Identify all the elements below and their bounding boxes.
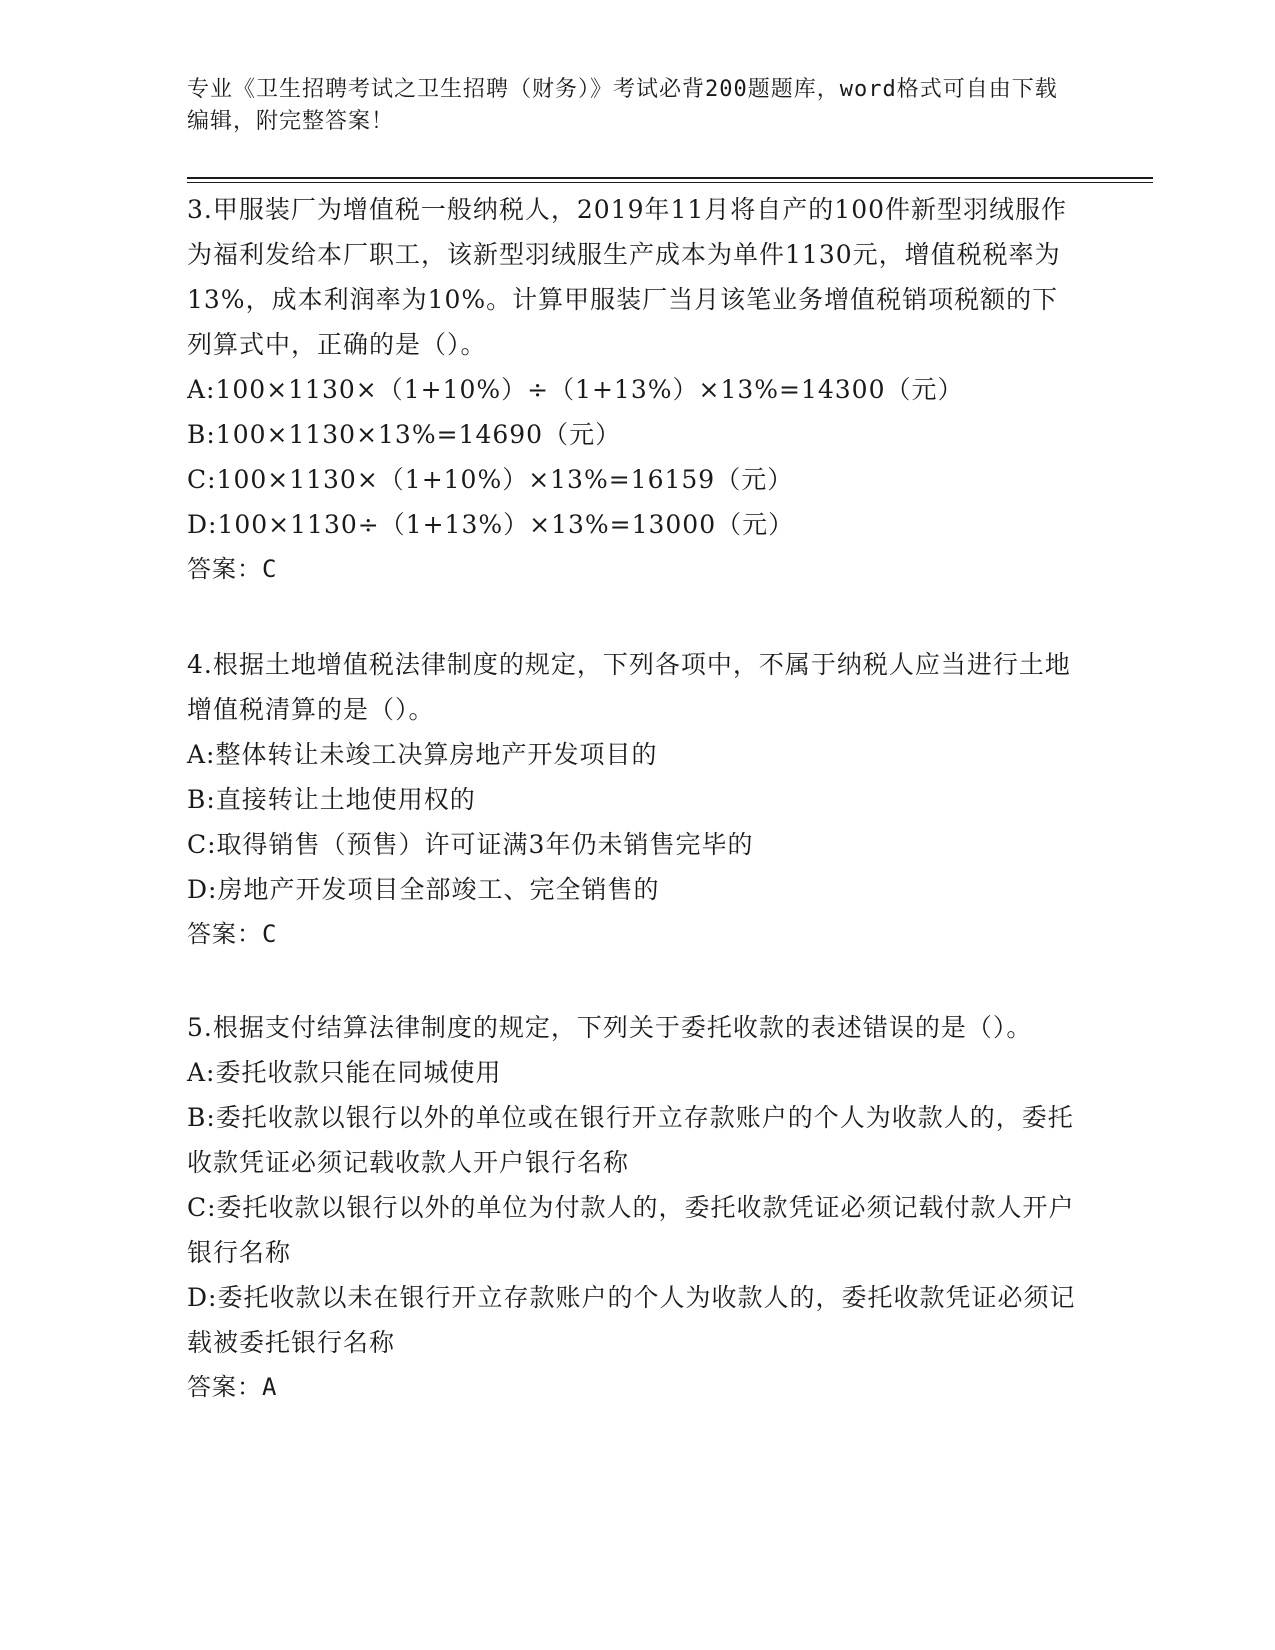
option-a: A:100×1130×（1+10%）÷（1+13%）×13%=14300（元） xyxy=(187,375,964,404)
option-c: C:取得销售（预售）许可证满3年仍未销售完毕的 xyxy=(187,830,754,859)
option-b: B:委托收款以银行以外的单位或在银行开立存款账户的个人为收款人的，委托收款凭证必须记载收款人开户银行名称 xyxy=(187,1103,1074,1177)
question-5 xyxy=(187,1005,1077,1410)
answer-line: 答案：C xyxy=(187,920,278,948)
option-c: C:委托收款以银行以外的单位为付款人的，委托收款凭证必须记载付款人开户银行名称 xyxy=(187,1193,1075,1267)
header-divider xyxy=(187,177,1153,179)
option-b: B:100×1130×13%=14690（元） xyxy=(187,420,622,449)
option-c: C:100×1130×（1+10%）×13%=16159（元） xyxy=(187,465,794,494)
header-divider-thin xyxy=(187,182,1153,183)
answer-line: 答案：C xyxy=(187,555,278,583)
question-4 xyxy=(187,642,1077,957)
question-stem: 4.根据土地增值税法律制度的规定，下列各项中，不属于纳税人应当进行土地增值税清算的是（）。 xyxy=(187,650,1071,724)
option-d: D:100×1130÷（1+13%）×13%=13000（元） xyxy=(187,510,795,539)
option-a: A:委托收款只能在同城使用 xyxy=(187,1058,502,1087)
option-d: D:委托收款以未在银行开立存款账户的个人为收款人的，委托收款凭证必须记载被委托银行名称 xyxy=(187,1283,1076,1357)
answer-line: 答案：A xyxy=(187,1373,278,1401)
document-header: 专业《卫生招聘考试之卫生招聘（财务）》考试必背200题题库，word格式可自由下载编辑，附完整答案！ xyxy=(187,77,1058,134)
question-3 xyxy=(187,187,1077,592)
question-stem: 5.根据支付结算法律制度的规定，下列关于委托收款的表述错误的是（）。 xyxy=(187,1013,1033,1042)
question-stem: 3.甲服装厂为增值税一般纳税人，2019年11月将自产的100件新型羽绒服作为福利发给本厂职工，该新型羽绒服生产成本为单件1130元，增值税税率为13%，成本利润率为10%。计算甲服装厂当月该笔业务增值税销项税额的下列算式中，正确的是（）。 xyxy=(187,195,1068,359)
option-b: B:直接转让土地使用权的 xyxy=(187,785,476,814)
option-d: D:房地产开发项目全部竣工、完全销售的 xyxy=(187,875,660,904)
option-a: A:整体转让未竣工决算房地产开发项目的 xyxy=(187,740,658,769)
